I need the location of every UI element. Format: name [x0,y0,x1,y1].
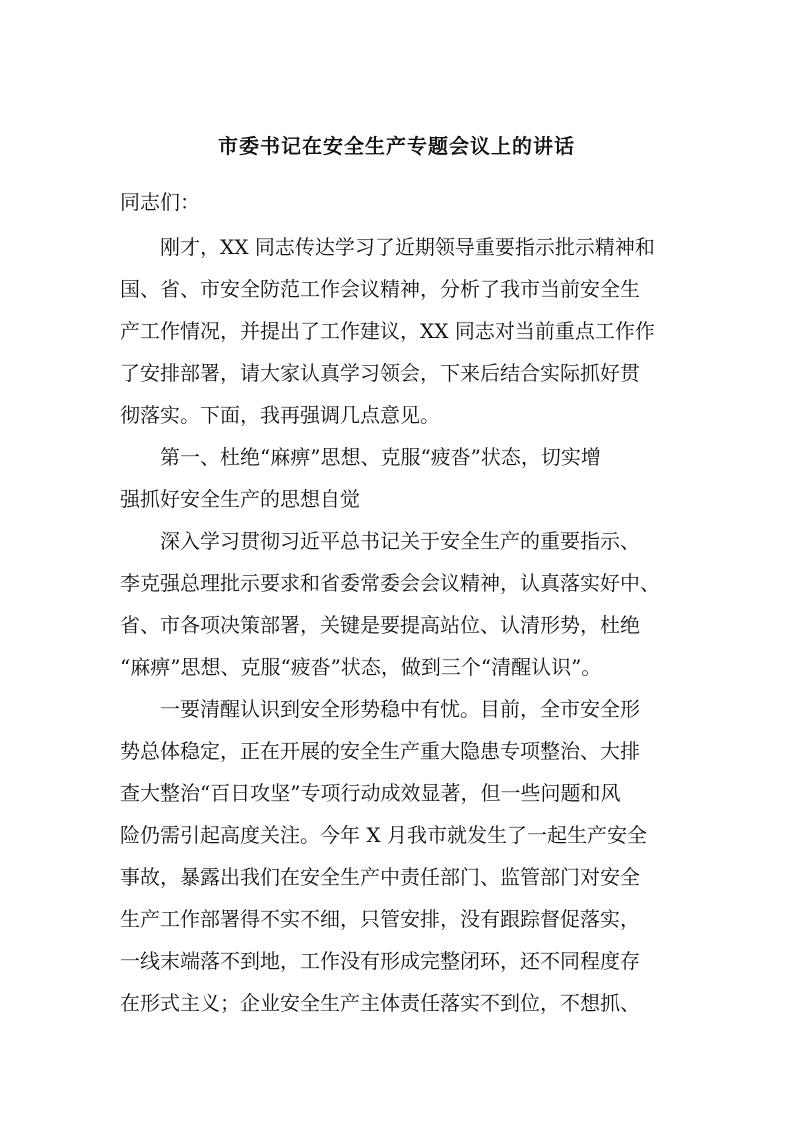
body-line-14: 查大整治“百日攻坚”专项行动成效显著，但一些问题和风 [120,781,621,805]
body-line-18: 一线末端落不到地，工作没有形成完整闭环，还不同程度存 [120,949,640,973]
body-line-12: 一要清醒认识到安全形势稳中有忧。目前，全市安全形 [160,697,640,721]
body-line-13: 势总体稳定，正在开展的安全生产重大隐患专项整治、大排 [120,739,640,763]
body-line-5: 彻落实。下面，我再强调几点意见。 [120,403,440,427]
document-title: 市委书记在安全生产专题会议上的讲话 [218,134,575,158]
body-line-19: 在形式主义；企业安全生产主体责任落实不到位，不想抓、 [120,991,640,1015]
section-heading-line-1: 第一、杜绝“麻痹”思想、克服“疲沓”状态，切实增 [160,445,601,469]
salutation-line: 同志们： [120,190,200,214]
body-line-15: 险仍需引起高度关注。今年 X 月我市就发生了一起生产安全 [120,823,647,847]
body-line-4: 了安排部署，请大家认真学习领会，下来后结合实际抓好贯 [120,361,640,385]
body-line-11: “麻痹”思想、克服“疲沓”状态，做到三个“清醒认识”。 [120,655,602,679]
body-line-3: 产工作情况，并提出了工作建议，XX 同志对当前重点工作作 [120,319,655,343]
body-line-17: 生产工作部署得不实不细，只管安排，没有跟踪督促落实， [120,907,640,931]
body-line-2: 国、省、市安全防范工作会议精神，分析了我市当前安全生 [120,277,640,301]
body-line-10: 省、市各项决策部署，关键是要提高站位、认清形势，杜绝 [120,613,640,637]
body-line-8: 深入学习贯彻习近平总书记关于安全生产的重要指示、 [160,529,640,553]
section-heading-line-2: 强抓好安全生产的思想自觉 [120,487,360,511]
body-line-1: 刚才，XX 同志传达学习了近期领导重要指示批示精神和 [160,235,655,259]
body-line-9: 李克强总理批示要求和省委常委会会议精神，认真落实好中、 [120,571,660,595]
body-line-16: 事故，暴露出我们在安全生产中责任部门、监管部门对安全 [120,865,640,889]
